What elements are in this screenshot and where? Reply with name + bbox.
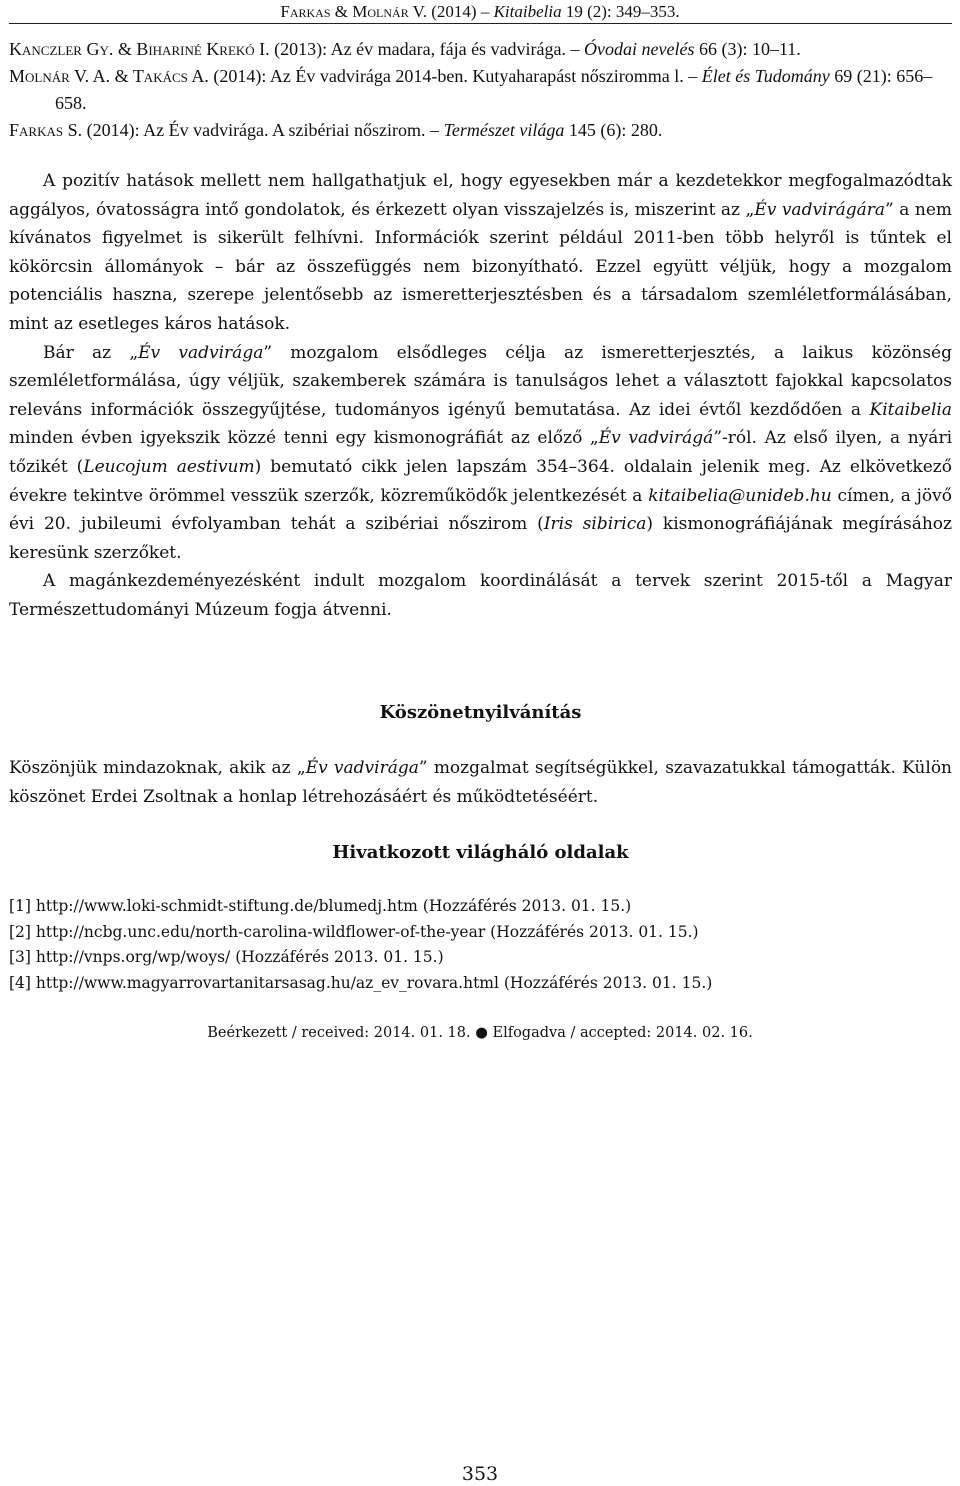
header-year: V. (2014) – bbox=[408, 2, 494, 21]
email-address: kitaibelia@unideb.hu bbox=[648, 485, 832, 506]
reference-text: (2014): Az Év vadvirága 2014-ben. Kutyaharapást nősziromma l. – bbox=[208, 66, 702, 86]
paragraph-italic: Év vadvirágá bbox=[598, 428, 714, 449]
header-author-a-initial: F bbox=[280, 2, 290, 21]
header-author-b-initial: M bbox=[352, 2, 368, 21]
paragraph bbox=[9, 167, 952, 339]
paragraph-text: ) kismonográfiájának megírásához keresünk szerzőket. bbox=[9, 514, 952, 563]
web-reference-item: [3] http://vnps.org/wp/woys/ (Hozzáférés 2013. 01. 15.) bbox=[9, 948, 444, 966]
reference-text: (2014): Az Év vadvirága. A szibériai nőszirom. – bbox=[82, 120, 444, 140]
paragraph-italic: Iris sibirica bbox=[543, 514, 647, 535]
running-header bbox=[0, 0, 960, 23]
paragraph-text: ” a nem kívánatos figyelmet is sikerült felhívni. Információk szerint például 2011-ben több helyről is tűntek el kökörcsin állományok – bár az összefüggés nem bizonyítható. Ezzel együtt véljük, hogy a mozgalom potenciális haszna, szerepe jelentősebb az ismeretterjesztésben és a társadalom szemléletformálásában, mint az esetleges káros hatások. bbox=[9, 199, 953, 334]
header-journal: Kitaibelia bbox=[493, 2, 562, 21]
body-text bbox=[9, 167, 952, 625]
paragraph-text: minden évben igyekszik közzé tenni egy kismonográfiát az előző „ bbox=[9, 428, 599, 449]
reference-list bbox=[9, 36, 952, 144]
received-accepted-dates: Beérkezett / received: 2014. 01. 18. ● Elfogadva / accepted: 2014. 02. 16. bbox=[207, 1025, 753, 1041]
web-reference-item: [4] http://www.magyarrovartanitarsasag.hu/az_ev_rovara.html (Hozzáférés 2013. 01. 15.) bbox=[9, 973, 713, 992]
reference-tail: 66 (3): 10–11. bbox=[694, 39, 801, 59]
paragraph bbox=[9, 339, 952, 568]
header-author-b: olnár bbox=[367, 2, 409, 21]
paragraph-text: A magánkezdeményezésként indult mozgalom koordinálását a tervek szerint 2015-től a Magyar Természettudományi Múzeum fogja átvenni. bbox=[9, 571, 952, 620]
paragraph-italic: Leucojum aestivum bbox=[83, 456, 255, 477]
paragraph-text: A pozitív hatások mellett nem hallgathatjuk el, hogy egyesekben már a kezdetekkor megfogalmazódtak aggályos, óvatosságra intő gondolatok, és érkezett olyan visszajelzés is, miszerint az „ bbox=[9, 171, 952, 220]
page-number: 353 bbox=[461, 1463, 499, 1485]
header-amp: & bbox=[330, 2, 353, 21]
reference-authors: Kanczler Gy. & Bihariné Krekó I. bbox=[9, 39, 270, 59]
reference-text: (2013): Az év madara, fája és vadvirága. – bbox=[269, 39, 585, 59]
links-heading: Hivatkozott világháló oldalak bbox=[332, 842, 629, 863]
paragraph-italic: Kitaibelia bbox=[869, 399, 952, 420]
paragraph-text: ”-ról. Az első ilyen, a nyári tőzikét ( bbox=[9, 428, 953, 477]
web-reference-item: [2] http://ncbg.unc.edu/north-carolina-wildflower-of-the-year (Hozzáférés 2013. 01. 15.) bbox=[9, 922, 699, 941]
header-volume: 19 (2): 349–353. bbox=[561, 2, 680, 21]
paragraph-italic: Év vadvirága bbox=[138, 342, 264, 363]
paragraph bbox=[9, 567, 952, 624]
reference-journal: Természet világa bbox=[443, 120, 565, 140]
paragraph-text: ” mozgalom elsődleges célja az ismeretterjesztés, a laikus közönség szemléletformálása, úgy véljük, szakemberek számára is tanulságos lehet a választott fajokkal kapcsolatos releváns információk összegyűjtése, tudományos igényű bemutatása. Az idei évtől kezdődően a bbox=[9, 342, 952, 420]
reference-tail: 69 (21): 656–658. bbox=[55, 66, 933, 113]
reference-authors: Molnár V. A. & Takács A. bbox=[9, 66, 209, 86]
paragraph-text: címen, a jövő évi 20. jubileumi évfolyamban tehát a szibériai nőszirom ( bbox=[9, 485, 952, 535]
reference-authors: Farkas S. bbox=[9, 120, 83, 140]
ack-text-part: ” mozgalmat segítségükkel, szavazatukkal támogatták. Külön köszönet Erdei Zsoltnak a honlap létrehozásáért és működtetéséért. bbox=[9, 758, 953, 807]
ack-text-part: Köszönjük mindazoknak, akik az „ bbox=[9, 758, 306, 778]
reference-journal: Élet és Tudomány bbox=[701, 66, 830, 86]
header-author-a: arkas bbox=[289, 2, 331, 21]
reference-item bbox=[9, 117, 952, 144]
paragraph-text: ) bemutató cikk jelen lapszám 354–364. oldalain jelenik meg. Az elkövetkező évekre tekintve örömmel vesszük szerzők, közreműködők jelentkezését a bbox=[9, 456, 952, 506]
ack-text bbox=[9, 754, 952, 811]
reference-tail: 145 (6): 280. bbox=[564, 120, 663, 140]
paragraph-text: Bár az „ bbox=[43, 342, 139, 363]
ack-italic: Év vadvirága bbox=[305, 758, 419, 778]
reference-item bbox=[9, 63, 952, 117]
web-reference-item: [1] http://www.loki-schmidt-stiftung.de/blumedj.htm (Hozzáférés 2013. 01. 15.) bbox=[9, 897, 632, 915]
ack-heading: Köszönetnyilvánítás bbox=[379, 702, 582, 723]
reference-journal: Óvodai nevelés bbox=[584, 39, 695, 59]
reference-item bbox=[9, 36, 952, 63]
web-reference-list bbox=[9, 894, 952, 996]
header-rule bbox=[9, 23, 952, 24]
paragraph-italic: Év vadvirágára bbox=[754, 199, 886, 220]
